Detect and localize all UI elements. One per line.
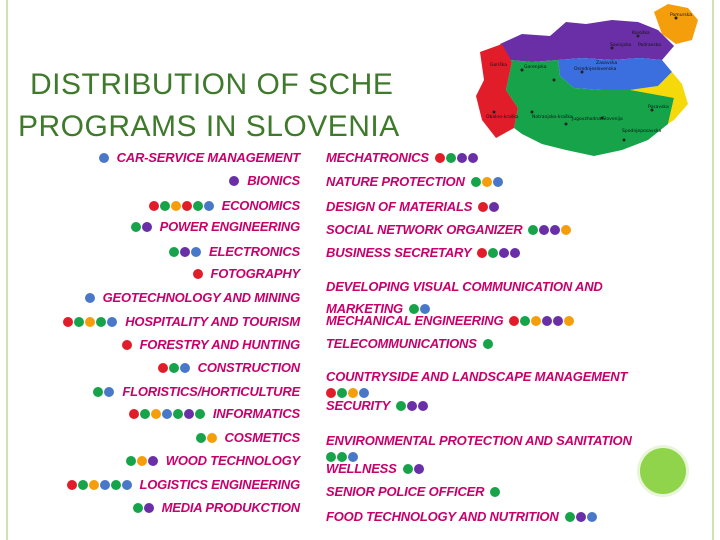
category-dots bbox=[326, 388, 369, 398]
orange-dot-icon bbox=[171, 201, 181, 211]
blue-dot-icon bbox=[99, 153, 109, 163]
green-dot-icon bbox=[140, 409, 150, 419]
right-frame-line bbox=[712, 0, 714, 540]
category-dots bbox=[63, 317, 117, 327]
program-name: FORESTRY AND HUNTING bbox=[139, 337, 300, 352]
category-dots bbox=[85, 293, 95, 303]
purple-dot-icon bbox=[576, 512, 586, 522]
green-dot-icon bbox=[337, 388, 347, 398]
map-region-label: Koroška bbox=[632, 31, 650, 36]
red-dot-icon bbox=[63, 317, 73, 327]
program-name: ENVIRONMENTAL PROTECTION AND SANITATION bbox=[326, 433, 632, 448]
green-dot-icon bbox=[133, 503, 143, 513]
program-name: ELECTRONICS bbox=[209, 244, 300, 259]
program-name: CAR-SERVICE MANAGEMENT bbox=[116, 150, 300, 165]
red-dot-icon bbox=[477, 248, 487, 258]
blue-dot-icon bbox=[180, 363, 190, 373]
purple-dot-icon bbox=[144, 503, 154, 513]
purple-dot-icon bbox=[510, 248, 520, 258]
green-dot-icon bbox=[126, 456, 136, 466]
program-row bbox=[122, 337, 300, 352]
program-row bbox=[131, 219, 300, 234]
blue-dot-icon bbox=[359, 388, 369, 398]
orange-dot-icon bbox=[85, 317, 95, 327]
program-row bbox=[326, 366, 627, 398]
category-dots bbox=[490, 487, 500, 497]
blue-dot-icon bbox=[162, 409, 172, 419]
program-row bbox=[85, 290, 300, 305]
program-row bbox=[193, 266, 301, 281]
program-row bbox=[196, 430, 300, 445]
purple-dot-icon bbox=[180, 247, 190, 257]
green-circle-decoration bbox=[640, 448, 686, 494]
program-name: BIONICS bbox=[247, 173, 300, 188]
program-row bbox=[326, 430, 632, 462]
page-title bbox=[18, 64, 400, 148]
green-dot-icon bbox=[196, 433, 206, 443]
program-row bbox=[63, 314, 300, 329]
program-name: WELLNESS bbox=[326, 461, 397, 476]
green-dot-icon bbox=[471, 177, 481, 187]
category-dots bbox=[528, 225, 571, 235]
red-dot-icon bbox=[182, 201, 192, 211]
blue-dot-icon bbox=[100, 480, 110, 490]
program-name: DEVELOPING VISUAL COMMUNICATION AND bbox=[326, 279, 603, 294]
map-city-dot bbox=[531, 111, 534, 114]
program-name: ECONOMICS bbox=[221, 198, 300, 213]
category-dots bbox=[196, 433, 217, 443]
purple-dot-icon bbox=[468, 153, 478, 163]
purple-dot-icon bbox=[539, 225, 549, 235]
orange-dot-icon bbox=[89, 480, 99, 490]
green-dot-icon bbox=[193, 201, 203, 211]
category-dots bbox=[129, 409, 205, 419]
program-name: SECURITY bbox=[326, 398, 391, 413]
category-dots bbox=[133, 503, 154, 513]
program-row bbox=[229, 173, 300, 188]
blue-dot-icon bbox=[104, 387, 114, 397]
program-row bbox=[326, 461, 424, 476]
map-region-gorenjska-purple bbox=[500, 20, 674, 62]
program-name: TELECOMMUNICATIONS bbox=[326, 336, 477, 351]
map-city-dot bbox=[623, 139, 626, 142]
program-row bbox=[129, 406, 300, 421]
program-name: MEDIA PRODUKCTION bbox=[161, 500, 300, 515]
category-dots bbox=[229, 176, 239, 186]
map-region-label: Posavska bbox=[648, 105, 669, 110]
red-dot-icon bbox=[478, 202, 488, 212]
green-dot-icon bbox=[520, 316, 530, 326]
program-row bbox=[149, 198, 300, 213]
purple-dot-icon bbox=[542, 316, 552, 326]
category-dots bbox=[169, 247, 201, 257]
map-region-label: Obalno-kraška bbox=[486, 115, 519, 120]
program-name: MECHANICAL ENGINEERING bbox=[326, 313, 504, 328]
category-dots bbox=[477, 248, 520, 258]
map-region-label: Goriška bbox=[490, 63, 507, 68]
green-dot-icon bbox=[78, 480, 88, 490]
program-name: FOOD TECHNOLOGY AND NUTRITION bbox=[326, 509, 559, 524]
blue-dot-icon bbox=[204, 201, 214, 211]
red-dot-icon bbox=[435, 153, 445, 163]
purple-dot-icon bbox=[414, 464, 424, 474]
blue-dot-icon bbox=[587, 512, 597, 522]
program-row bbox=[326, 484, 500, 499]
program-name: GEOTECHNOLOGY AND MINING bbox=[102, 290, 300, 305]
category-dots bbox=[99, 153, 109, 163]
purple-dot-icon bbox=[142, 222, 152, 232]
program-row bbox=[169, 244, 300, 259]
program-name: POWER ENGINEERING bbox=[159, 219, 300, 234]
purple-dot-icon bbox=[499, 248, 509, 258]
program-name: DESIGN OF MATERIALS bbox=[326, 199, 473, 214]
program-name: FOTOGRAPHY bbox=[210, 266, 300, 281]
map-region-label: Savinjska bbox=[610, 43, 632, 48]
program-name: SOCIAL NETWORK ORGANIZER bbox=[326, 222, 523, 237]
category-dots bbox=[435, 153, 478, 163]
map-city-dot bbox=[553, 79, 556, 82]
program-name: BUSINESS SECRETARY bbox=[326, 245, 472, 260]
orange-dot-icon bbox=[348, 388, 358, 398]
orange-dot-icon bbox=[561, 225, 571, 235]
program-row bbox=[67, 477, 300, 492]
program-name-continued: MARKETING bbox=[326, 301, 403, 316]
green-dot-icon bbox=[131, 222, 141, 232]
title-line-2: PROGRAMS IN SLOVENIA bbox=[18, 110, 400, 143]
purple-dot-icon bbox=[418, 401, 428, 411]
program-row bbox=[326, 150, 478, 165]
program-row bbox=[326, 398, 428, 413]
slovenia-map bbox=[462, 0, 698, 160]
red-dot-icon bbox=[158, 363, 168, 373]
green-dot-icon bbox=[169, 247, 179, 257]
left-frame-line bbox=[6, 0, 8, 540]
green-dot-icon bbox=[111, 480, 121, 490]
purple-dot-icon bbox=[184, 409, 194, 419]
purple-dot-icon bbox=[550, 225, 560, 235]
green-dot-icon bbox=[169, 363, 179, 373]
orange-dot-icon bbox=[531, 316, 541, 326]
green-dot-icon bbox=[490, 487, 500, 497]
program-row bbox=[326, 336, 493, 351]
red-dot-icon bbox=[149, 201, 159, 211]
blue-dot-icon bbox=[493, 177, 503, 187]
map-city-dot bbox=[493, 111, 496, 114]
program-name: CONSTRUCTION bbox=[197, 360, 300, 375]
program-name: COUNTRYSIDE AND LANDSCAPE MANAGEMENT bbox=[326, 369, 628, 384]
category-dots bbox=[131, 222, 152, 232]
category-dots bbox=[483, 339, 493, 349]
purple-dot-icon bbox=[553, 316, 563, 326]
category-dots bbox=[471, 177, 503, 187]
program-name: SENIOR POLICE OFFICER bbox=[326, 484, 485, 499]
red-dot-icon bbox=[193, 269, 203, 279]
red-dot-icon bbox=[326, 388, 336, 398]
program-name: COSMETICS bbox=[224, 430, 300, 445]
red-dot-icon bbox=[67, 480, 77, 490]
program-row bbox=[158, 360, 300, 375]
green-dot-icon bbox=[488, 248, 498, 258]
map-region-label: Podravska bbox=[638, 43, 662, 48]
program-row bbox=[126, 453, 300, 468]
blue-dot-icon bbox=[107, 317, 117, 327]
program-row bbox=[133, 500, 300, 515]
program-row bbox=[326, 199, 499, 214]
blue-dot-icon bbox=[122, 480, 132, 490]
red-dot-icon bbox=[129, 409, 139, 419]
green-dot-icon bbox=[195, 409, 205, 419]
title-line-1: DISTRIBUTION OF SCHE bbox=[30, 68, 394, 101]
program-row bbox=[326, 222, 571, 237]
program-name: WOOD TECHNOLOGY bbox=[165, 453, 300, 468]
purple-dot-icon bbox=[407, 401, 417, 411]
category-dots bbox=[158, 363, 190, 373]
category-dots bbox=[403, 464, 424, 474]
map-region-label: Jugovzhodna Slovenija bbox=[572, 117, 623, 122]
category-dots bbox=[67, 480, 132, 490]
green-dot-icon bbox=[96, 317, 106, 327]
purple-dot-icon bbox=[489, 202, 499, 212]
orange-dot-icon bbox=[482, 177, 492, 187]
green-dot-icon bbox=[173, 409, 183, 419]
category-dots bbox=[93, 387, 114, 397]
green-dot-icon bbox=[403, 464, 413, 474]
purple-dot-icon bbox=[148, 456, 158, 466]
green-dot-icon bbox=[396, 401, 406, 411]
purple-dot-icon bbox=[457, 153, 467, 163]
map-city-dot bbox=[565, 123, 568, 126]
green-dot-icon bbox=[446, 153, 456, 163]
category-dots bbox=[509, 316, 574, 326]
red-dot-icon bbox=[509, 316, 519, 326]
green-dot-icon bbox=[74, 317, 84, 327]
category-dots bbox=[149, 201, 214, 211]
program-row bbox=[326, 245, 520, 260]
map-region-label: Pomurska bbox=[670, 13, 693, 18]
green-dot-icon bbox=[93, 387, 103, 397]
map-region-label: Notranjsko-kraška bbox=[532, 115, 573, 120]
orange-dot-icon bbox=[151, 409, 161, 419]
blue-dot-icon bbox=[85, 293, 95, 303]
category-dots bbox=[396, 401, 428, 411]
purple-dot-icon bbox=[229, 176, 239, 186]
program-name: NATURE PROTECTION bbox=[326, 174, 465, 189]
program-row bbox=[99, 150, 300, 165]
program-row bbox=[326, 313, 574, 328]
program-name: LOGISTICS ENGINEERING bbox=[139, 477, 300, 492]
category-dots bbox=[478, 202, 499, 212]
program-row bbox=[326, 509, 597, 524]
green-dot-icon bbox=[565, 512, 575, 522]
orange-dot-icon bbox=[137, 456, 147, 466]
map-region-label: Spodnjeposavska bbox=[622, 129, 662, 134]
blue-dot-icon bbox=[191, 247, 201, 257]
program-row bbox=[93, 384, 300, 399]
program-name: MECHATRONICS bbox=[326, 150, 429, 165]
map-region-label: Zasavska bbox=[596, 61, 618, 66]
program-row bbox=[326, 174, 503, 189]
green-dot-icon bbox=[528, 225, 538, 235]
red-dot-icon bbox=[122, 340, 132, 350]
category-dots bbox=[193, 269, 203, 279]
category-dots bbox=[122, 340, 132, 350]
program-name: INFORMATICS bbox=[212, 406, 300, 421]
category-dots bbox=[126, 456, 158, 466]
map-region-label: Osrednjeslovenska bbox=[574, 67, 617, 72]
category-dots bbox=[565, 512, 597, 522]
green-dot-icon bbox=[483, 339, 493, 349]
program-name: FLORISTICS/HORTICULTURE bbox=[122, 384, 300, 399]
map-region-label: Gorenjska bbox=[524, 65, 547, 70]
green-dot-icon bbox=[160, 201, 170, 211]
program-name: HOSPITALITY AND TOURISM bbox=[125, 314, 300, 329]
orange-dot-icon bbox=[207, 433, 217, 443]
orange-dot-icon bbox=[564, 316, 574, 326]
